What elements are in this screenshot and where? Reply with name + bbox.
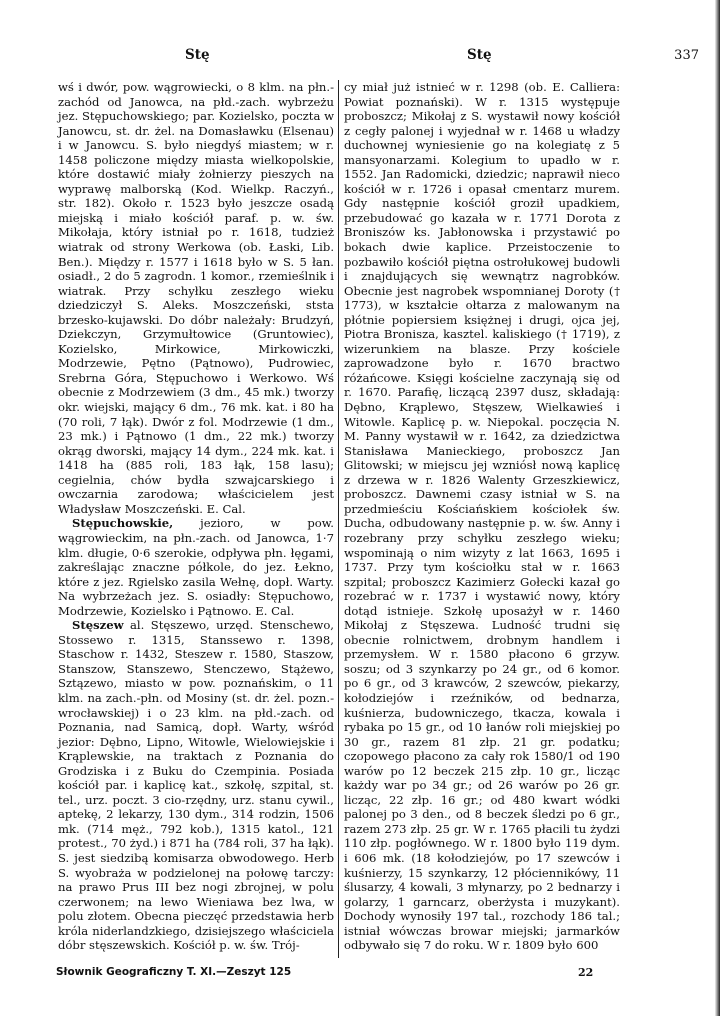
header-right-title: Stę xyxy=(467,47,492,63)
entry-headword: Stęszew xyxy=(72,618,124,633)
entry-continuation-text: cy miał już istnieć w r. 1298 (ob. E. Calliera: Powiat poznański). W r. 1315 występuje proboszcz; Mikołaj z S. wystawił nowy kościół z cegły palonej i wyjednał w r. 1468 u władzy duchownej wyniesienie go na kolegiatę z 5 mansyonarzami. Kolegium to upadło w r. 1552. Jan Radomicki, dziedzic; naprawił nieco kościół w r. 1726 i opasał cmentarz murem. Gdy następnie kościół groził upadkiem, przebudować go kazała w r. 1771 Dorota z Broniszów ks. Jabłonowska i przystawić po bokach dwie kaplice. Przeistoczenie to pozbawiło kościół piętna ostrołukowej budowli i znajdujących się wewnątrz nagrobków. Obecnie jest nagrobek wspomnianej Doroty († 1773), w kształcie ołtarza z malowanym na płótnie popiersiem księżnej i drugi, ojca jej, Piotra Bronisza, kasztel. kaliskiego († 1719), z wizerunkiem na blasze. Przy kościele zaprowadzone było r. 1670 bractwo różańcowe. Księgi kościelne zaczynają się od r. 1670. Parafię, liczącą 2397 dusz, składają: Dębno, Krąplewo, Stęszew, Wielkawieś i Witowle. Kaplicę p. w. Niepokal. poczęcia N. M. Panny wystawił w r. 1642, za dziedzictwa Stanisława Manieckiego, proboszcz Jan Glitowski; w miejscu jej wzniósł nową kaplicę z drzewa w r. 1826 Walenty Grzeszkiewicz, proboszcz. Dawnemi czasy istniał w S. na przedmieściu Kościańskiem kościołek św. Ducha, odbudowany następnie p. w. św. Anny i rozebrany przy schyłku zeszłego wieku; wspominają o nim wizyty z lat 1663, 1695 i 1737. Przy tym kościołku stał w r. 1663 szpital; proboszcz Kazimierz Gołecki kazał go rozebrać w r. 1737 i wystawić nowy, który dotąd istnieje. Szkołę uposażył w r. 1460 Mikołaj z Stęszewa. Ludność trudni się obecnie rolnictwem, drobnym handlem i przemysłem. W r. 1580 płacono 6 grzyw. soszu; od 3 szynkarzy po 24 gr., od 6 komor. po 6 gr., od 3 krawców, 2 szewców, piekarzy, kołodziejów i rzeźników, od bednarza, kuśnierza, budowniczego, tkacza, kowala i rybaka po 15 gr., od 10 łanów roli miejskiej po 30 gr., razem 81 złp. 21 gr. podatku; czopowego płacono za cały rok 1580/1 od 190 warów po 12 beczek 215 złp. 10 gr., licząc każdy war po 34 gr.; od 26 warów po 26 gr. licząc, 22 złp. 16 gr.; od 480 kwart wódki palonej po 3 den., od 8 beczek śledzi po 6 gr., razem 273 złp. 25 gr. W r. 1765 płacili tu żydzi 110 złp. pogłównego. W r. 1800 było 119 dym. i 606 mk. (18 kołodziejów, po 17 szewców i kuśnierzy, 15 szynkarzy, 12 płóciennikówy, 11 ślusarzy, 4 kowali, 3 młynarzy, po 2 bednarzy i golarzy, 1 garncarz, oberżysta i muzykant). Dochody wynosiły 197 tal., rozchody 186 tal.; istniał wówczas browar miejski; jarmarków odbywało się 7 do roku. W r. 1809 było 600 xyxy=(344,80,620,953)
header-left-title: Stę xyxy=(185,47,210,63)
footer-publication: Słownik Geograficzny T. XI.—Zeszyt 125 xyxy=(56,966,292,978)
page-number: 337 xyxy=(674,48,699,63)
entry-headword: Stępuchowskie, xyxy=(72,516,174,531)
entry-body: al. Stęszewo, urzęd. Stenschewo, Stossewo r. 1315, Stanssewo r. 1398, Staschow r. 1432, Steszew r. 1580, Staszow, Stanszow, Stanszewo, Stenczewo, Stążewo, Sztązewo, miasto w pow. poznańskim, o 11 klm. na zach.-płn. od Mosiny (st. dr. żel. pozn.-wrocławskiej) i o 23 klm. na płd.-zach. od Poznania, nad Samicą, dopł. Warty, wśród jezior: Dębno, Lipno, Witowle, Wielowiejskie i Krąplewskie, na traktach z Poznania do Grodziska i z Buku do Czempinia. Posiada kościół par. i kaplicę kat., szkołę, szpital, st. tel., urz. poczt. 3 cio-rzędny, urz. stanu cywil., aptekę, 2 lekarzy, 130 dym., 314 rodzin, 1506 mk. (714 męż., 792 kob.), 1315 katol., 121 protest., 70 żyd.) i 871 ha (784 roli, 37 ha łąk). S. jest siedzibą komisarza obwodowego. Herb S. wyobraża w podzielonej na połowę tarczy: na prawo Prus III bez nogi zbrojnej, w polu czerwonem; na lewo Wieniawa bez lwa, w polu złotem. Obecna pieczęć przedstawia herb króla niderlandzkiego, dzisiejszego właściciela dóbr stęszewskich. Kościół p. w. św. Trój- xyxy=(58,618,334,953)
left-column xyxy=(58,80,334,953)
running-header xyxy=(54,47,709,71)
right-column xyxy=(344,80,620,953)
entry-stepuchowskie xyxy=(58,516,334,618)
page-spine-edge xyxy=(715,0,720,1016)
column-divider xyxy=(338,80,339,958)
entry-steszew xyxy=(58,618,334,953)
entry-body: jezioro, w pow. wągrowieckim, na płn.-zach. od Janowca, 1·7 klm. długie, 0·6 szerokie, odpływa płn. łęgami, zakreślając znaczne półkole, do jez. Łekno, które z jez. Rgielsko zasila Wełnę, dopł. Warty. Na wybrzeżach jez. S. osiadły: Stępuchowo, Modrzewie, Kozielsko i Pątnowo. E. Cal. xyxy=(58,516,334,618)
entry-continuation-text: wś i dwór, pow. wągrowiecki, o 8 klm. na płn.-zachód od Janowca, na płd.-zach. wybrzeżu jez. Stępuchowskiego; par. Kozielsko, poczta w Janowcu, st. dr. żel. na Domasławku (Elsenau) i w Janowcu. S. było niegdyś miastem; w r. 1458 policzone między miasta wielkopolskie, które dostawić miały żołnierzy pieszych na wyprawę malborską (Kod. Wielkp. Raczyń., str. 182). Około r. 1523 było jeszcze osadą miejską i miało kościół paraf. p. w. św. Mikołaja, który istniał po r. 1618, tudzież wiatrak od strony Werkowa (ob. Łaski, Lib. Ben.). Między r. 1577 i 1618 było w S. 5 łan. osiadł., 2 do 5 zagrodn. 1 komor., rzemieślnik i wiatrak. Przy schyłku zeszłego wieku dziedziczył S. Aleks. Moszczeński, ststa brzesko-kujawski. Do dóbr należały: Brudzyń, Dziekczyn, Grzymułtowice (Gruntowiec), Kozielsko, Mirkowice, Mirkowiczki, Modrzewie, Pętno (Pątnowo), Pudrowiec, Srebrna Góra, Stępuchowo i Werkowo. Wś obecnie z Modrzewiem (3 dm., 45 mk.) tworzy okr. wiejski, mający 6 dm., 76 mk. kat. i 80 ha (70 roli, 7 łąk). Dwór z fol. Modrzewie (1 dm., 23 mk.) i Pątnowo (1 dm., 22 mk.) tworzy okrąg dworski, mający 14 dym., 224 mk. kat. i 1418 ha (885 roli, 183 łąk, 158 lasu); cegielnia, chów bydła szwajcarskiego i owczarnia zarodowa; właścicielem jest Władysław Moszczeński. E. Cal. xyxy=(58,80,334,516)
footer-signature-number: 22 xyxy=(578,966,594,979)
